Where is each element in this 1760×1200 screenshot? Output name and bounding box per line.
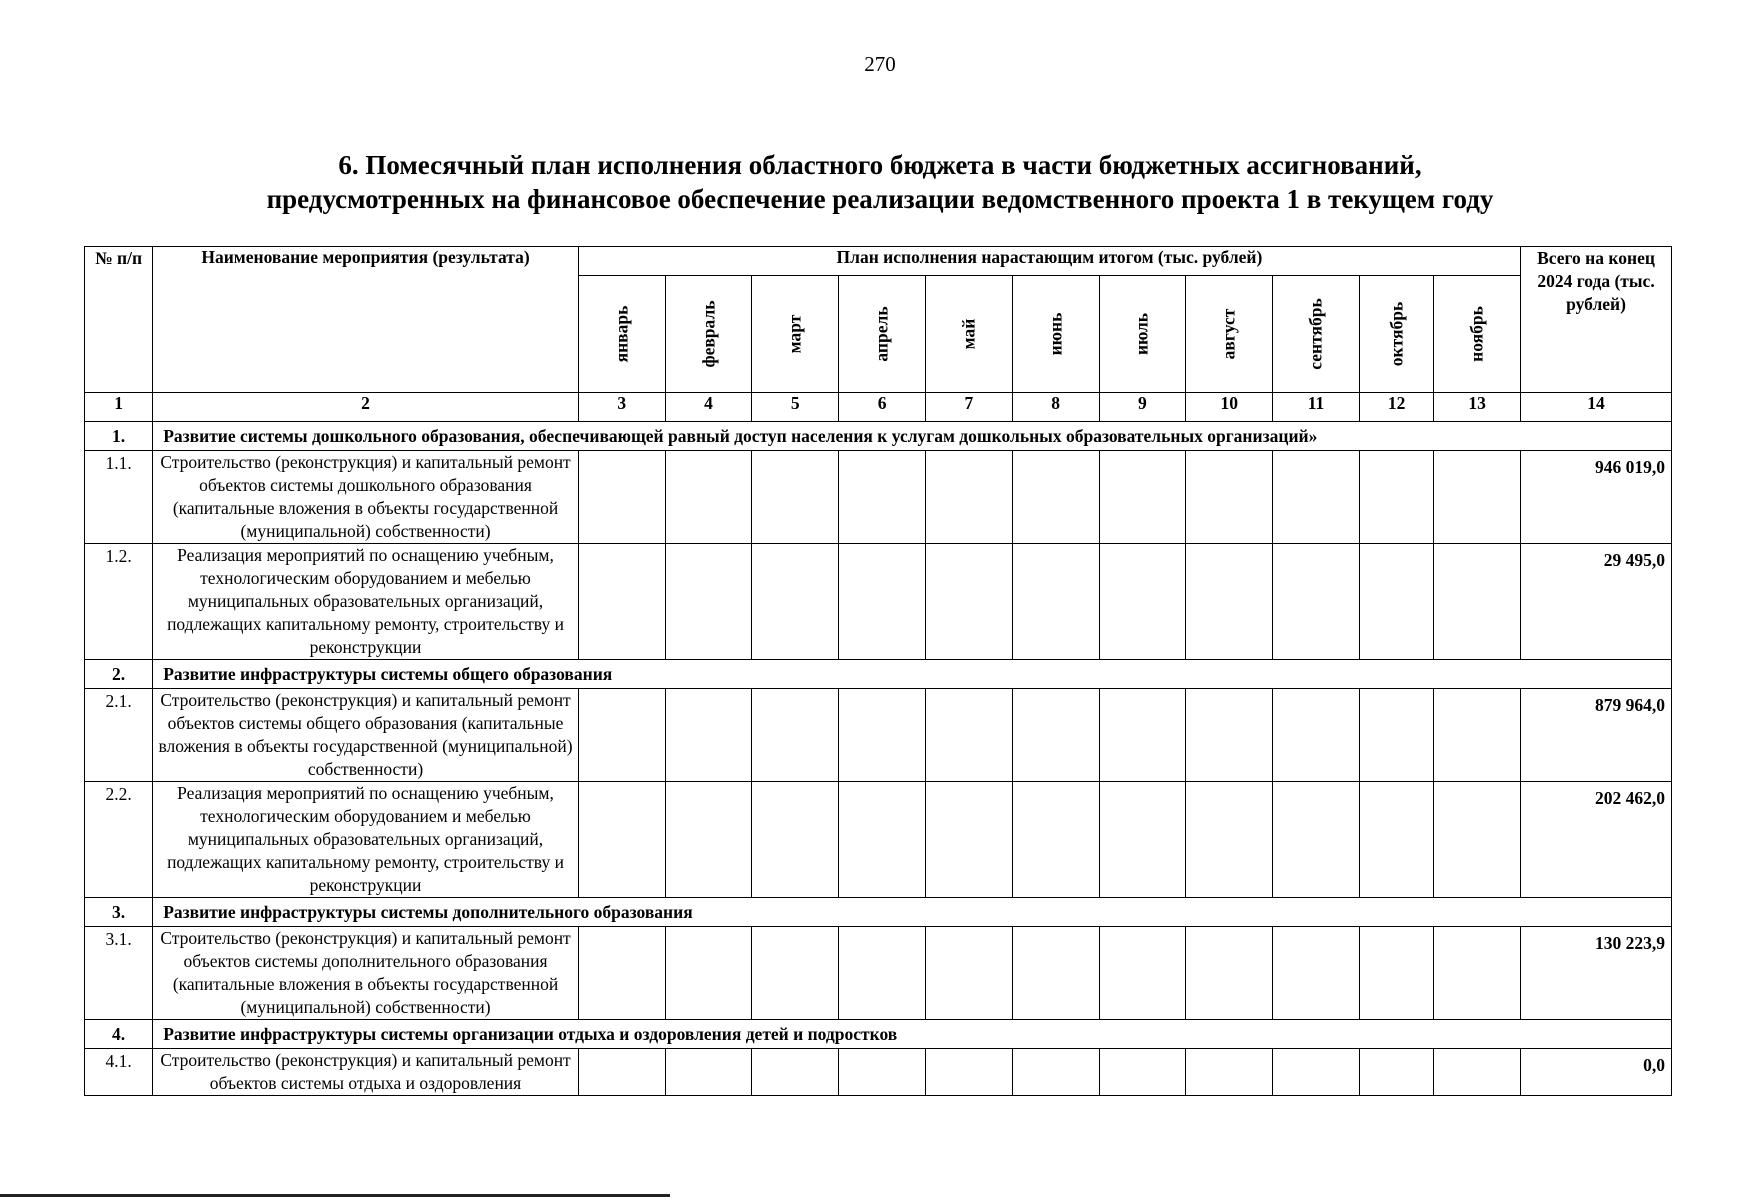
header-month-label: август — [1218, 308, 1239, 360]
header-month-label: июнь — [1045, 312, 1066, 356]
header-month-label: март — [784, 314, 805, 354]
month-value-cell — [578, 544, 665, 660]
month-value-cell — [839, 782, 926, 898]
section-number: 4. — [85, 1020, 153, 1049]
month-value-cell — [665, 544, 752, 660]
month-value-cell — [1273, 689, 1360, 782]
month-value-cell — [1099, 451, 1186, 544]
month-value-cell — [1099, 1049, 1186, 1096]
month-value-cell — [1273, 782, 1360, 898]
section-row — [85, 422, 1672, 451]
header-month-label: январь — [611, 305, 632, 363]
item-number: 4.1. — [85, 1049, 153, 1096]
month-value-cell — [1186, 782, 1273, 898]
month-value-cell — [752, 544, 839, 660]
month-value-cell — [1012, 927, 1099, 1020]
month-value-cell — [1012, 1049, 1099, 1096]
column-number: 4 — [665, 393, 752, 422]
month-value-cell — [1359, 927, 1433, 1020]
header-month-label: февраль — [698, 300, 719, 368]
month-value-cell — [578, 927, 665, 1020]
month-value-cell — [925, 782, 1012, 898]
column-number: 6 — [839, 393, 926, 422]
month-value-cell — [1434, 451, 1521, 544]
month-value-cell — [665, 1049, 752, 1096]
month-value-cell — [1099, 927, 1186, 1020]
month-value-cell — [578, 782, 665, 898]
item-total: 879 964,0 — [1521, 689, 1672, 782]
header-month-label: ноябрь — [1466, 306, 1487, 362]
month-value-cell — [839, 689, 926, 782]
item-number: 2.2. — [85, 782, 153, 898]
page-number: 270 — [864, 52, 896, 76]
month-value-cell — [1359, 1049, 1433, 1096]
item-total: 29 495,0 — [1521, 544, 1672, 660]
column-number: 14 — [1521, 393, 1672, 422]
month-value-cell — [1434, 782, 1521, 898]
header-month — [1273, 276, 1360, 393]
item-number: 1.2. — [85, 544, 153, 660]
month-value-cell — [752, 927, 839, 1020]
month-value-cell — [578, 451, 665, 544]
column-number: 13 — [1434, 393, 1521, 422]
section-title: Развитие инфраструктуры системы организации отдыха и оздоровления детей и подростков — [153, 1020, 1672, 1049]
column-number: 2 — [153, 393, 579, 422]
month-value-cell — [1434, 689, 1521, 782]
header-month — [1359, 276, 1433, 393]
header-month-label: май — [958, 318, 979, 350]
month-value-cell — [1273, 1049, 1360, 1096]
column-numbers-row — [85, 393, 1672, 422]
month-value-cell — [1012, 451, 1099, 544]
item-name: Реализация мероприятий по оснащению учебным, технологическим оборудованием и мебелью муниципальных образовательных организаций, подлежащих капитальному ремонту, строительству и реконструкции — [153, 782, 579, 898]
item-name: Реализация мероприятий по оснащению учебным, технологическим оборудованием и мебелью муниципальных образовательных организаций, подлежащих капитальному ремонту, строительству и реконструкции — [153, 544, 579, 660]
month-value-cell — [1099, 689, 1186, 782]
header-month-label: сентябрь — [1305, 298, 1326, 370]
month-value-cell — [752, 689, 839, 782]
bottom-rule — [0, 1194, 670, 1197]
header-row — [85, 247, 1672, 276]
header-total: Всего на конец 2024 года (тыс. рублей) — [1521, 247, 1672, 393]
header-month — [578, 276, 665, 393]
header-month — [1012, 276, 1099, 393]
month-value-cell — [1434, 1049, 1521, 1096]
month-value-cell — [925, 689, 1012, 782]
column-number: 8 — [1012, 393, 1099, 422]
month-value-cell — [1434, 927, 1521, 1020]
document-title — [120, 148, 1640, 216]
item-total: 202 462,0 — [1521, 782, 1672, 898]
item-name: Строительство (реконструкция) и капитальный ремонт объектов системы дошкольного образования (капитальные вложения в объекты государственной (муниципальной) собственности) — [153, 451, 579, 544]
month-value-cell — [1273, 927, 1360, 1020]
header-name: Наименование мероприятия (результата) — [153, 247, 579, 393]
month-value-cell — [1186, 1049, 1273, 1096]
column-number: 7 — [925, 393, 1012, 422]
table-row — [85, 1049, 1672, 1096]
section-number: 1. — [85, 422, 153, 451]
header-month — [1434, 276, 1521, 393]
month-value-cell — [839, 544, 926, 660]
month-value-cell — [752, 782, 839, 898]
item-number: 2.1. — [85, 689, 153, 782]
month-value-cell — [839, 451, 926, 544]
month-value-cell — [839, 927, 926, 1020]
month-value-cell — [578, 689, 665, 782]
section-row — [85, 1020, 1672, 1049]
month-value-cell — [1012, 689, 1099, 782]
header-month — [665, 276, 752, 393]
section-number: 3. — [85, 898, 153, 927]
month-value-cell — [1434, 544, 1521, 660]
header-month-label: июль — [1131, 312, 1152, 356]
item-name: Строительство (реконструкция) и капитальный ремонт объектов системы отдыха и оздоровления — [153, 1049, 579, 1096]
month-value-cell — [665, 689, 752, 782]
header-month — [752, 276, 839, 393]
month-value-cell — [1012, 544, 1099, 660]
month-value-cell — [665, 782, 752, 898]
table-row — [85, 782, 1672, 898]
month-value-cell — [1099, 782, 1186, 898]
column-number: 9 — [1099, 393, 1186, 422]
item-number: 1.1. — [85, 451, 153, 544]
month-value-cell — [839, 1049, 926, 1096]
month-value-cell — [1359, 689, 1433, 782]
header-month-label: октябрь — [1386, 301, 1407, 367]
title-line-1: 6. Помесячный план исполнения областного бюджета в части бюджетных ассигнований, — [338, 150, 1422, 180]
item-total: 130 223,9 — [1521, 927, 1672, 1020]
month-value-cell — [752, 1049, 839, 1096]
month-value-cell — [1186, 927, 1273, 1020]
header-month — [839, 276, 926, 393]
month-value-cell — [665, 451, 752, 544]
month-value-cell — [665, 927, 752, 1020]
section-title: Развитие инфраструктуры системы дополнительного образования — [153, 898, 1672, 927]
column-number: 3 — [578, 393, 665, 422]
month-value-cell — [925, 1049, 1012, 1096]
table-row — [85, 451, 1672, 544]
item-number: 3.1. — [85, 927, 153, 1020]
section-title: Развитие системы дошкольного образования, обеспечивающей равный доступ населения к услугам дошкольных образовательных организаций» — [153, 422, 1672, 451]
title-line-2: предусмотренных на финансовое обеспечение реализации ведомственного проекта 1 в текущем году — [266, 184, 1494, 214]
column-number: 11 — [1273, 393, 1360, 422]
header-month — [1186, 276, 1273, 393]
month-value-cell — [925, 451, 1012, 544]
month-value-cell — [1273, 451, 1360, 544]
column-number: 12 — [1359, 393, 1433, 422]
table-row — [85, 544, 1672, 660]
column-number: 5 — [752, 393, 839, 422]
item-name: Строительство (реконструкция) и капитальный ремонт объектов системы дополнительного образования (капитальные вложения в объекты государственной (муниципальной) собственности) — [153, 927, 579, 1020]
month-value-cell — [1273, 544, 1360, 660]
header-num: № п/п — [85, 247, 153, 393]
month-value-cell — [1186, 544, 1273, 660]
month-value-cell — [1186, 689, 1273, 782]
month-value-cell — [925, 927, 1012, 1020]
section-row — [85, 898, 1672, 927]
month-value-cell — [1186, 451, 1273, 544]
month-value-cell — [925, 544, 1012, 660]
section-title: Развитие инфраструктуры системы общего образования — [153, 660, 1672, 689]
header-month-label: апрель — [871, 306, 892, 362]
table-row — [85, 689, 1672, 782]
month-value-cell — [1012, 782, 1099, 898]
month-value-cell — [752, 451, 839, 544]
header-plan: План исполнения нарастающим итогом (тыс. рублей) — [578, 247, 1520, 276]
section-row — [85, 660, 1672, 689]
header-month — [925, 276, 1012, 393]
section-number: 2. — [85, 660, 153, 689]
month-value-cell — [1359, 782, 1433, 898]
month-value-cell — [1359, 451, 1433, 544]
month-value-cell — [1099, 544, 1186, 660]
item-total: 946 019,0 — [1521, 451, 1672, 544]
item-name: Строительство (реконструкция) и капитальный ремонт объектов системы общего образования (капитальные вложения в объекты государственной (муниципальной) собственности) — [153, 689, 579, 782]
column-number: 10 — [1186, 393, 1273, 422]
header-month — [1099, 276, 1186, 393]
budget-plan-table — [84, 246, 1672, 1096]
item-total: 0,0 — [1521, 1049, 1672, 1096]
month-value-cell — [1359, 544, 1433, 660]
column-number: 1 — [85, 393, 153, 422]
month-value-cell — [578, 1049, 665, 1096]
table-row — [85, 927, 1672, 1020]
